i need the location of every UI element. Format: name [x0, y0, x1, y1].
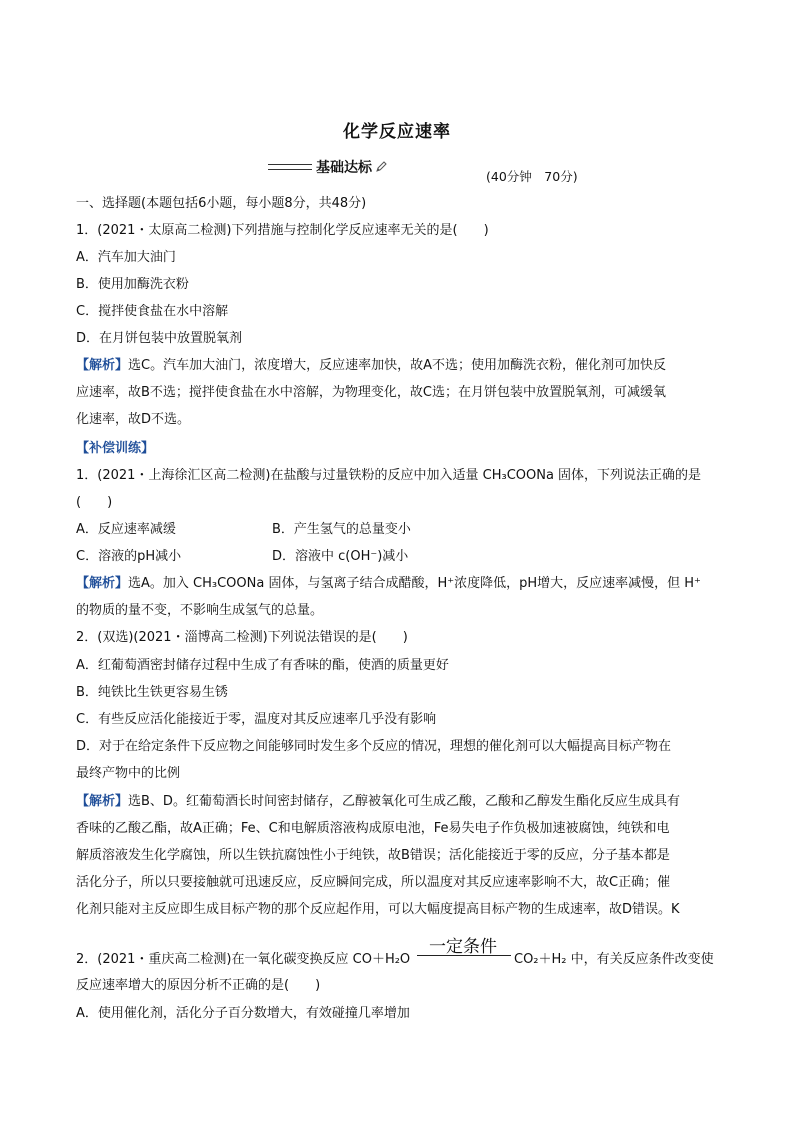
supplement-1-option-a: A．反应速率减缓 [76, 522, 176, 537]
analysis-text: 选A。加入 CH₃COONa 固体，与氢离子结合成醋酸，H⁺浓度降低，pH增大，反应速率减慢，但 H⁺ [128, 576, 701, 591]
pencil-icon [375, 161, 387, 173]
supplement-2-analysis-line-2: 香味的乙酸乙酯，故A正确；Fe、C和电解质溶液构成原电池，Fe易失电子作负极加速被腐蚀，纯铁和电 [76, 821, 670, 836]
supplement-1-option-d: D．溶液中 c(OH⁻)减小 [272, 549, 409, 564]
supplement-3-stem-post: CO₂＋H₂ 中，有关反应条件改变使 [514, 952, 714, 967]
question-1-option-a: A．汽车加大油门 [76, 250, 176, 265]
supplement-2-option-d-line-2: 最终产物中的比例 [76, 766, 181, 781]
section-header [268, 157, 387, 177]
supplement-2-option-c: C．有些反应活化能接近于零，温度对其反应速率几乎没有影响 [76, 712, 437, 727]
question-1-option-c: C．搅拌使食盐在水中溶解 [76, 304, 229, 319]
analysis-text: 选B、D。红葡萄酒长时间密封储存，乙醇被氧化可生成乙酸，乙酸和乙醇发生酯化反应生成具有 [128, 794, 680, 809]
supplement-1-stem-line-2: ( ) [76, 495, 113, 510]
part-heading: 一、选择题(本题包括6小题，每小题8分，共48分) [76, 196, 367, 211]
supplement-2-analysis-line-3: 解质溶液发生化学腐蚀，所以生铁抗腐蚀性小于纯铁，故B错误；活化能接近于零的反应，分子基本都是 [76, 848, 670, 863]
supplement-3-stem-pre: 2．(2021・重庆高二检测)在一氧化碳变换反应 CO＋H₂O [76, 952, 411, 967]
question-1-analysis-line-2: 应速率，故B不选；搅拌使食盐在水中溶解，为物理变化，故C选；在月饼包装中放置脱氧剂，可减缓氧 [76, 385, 666, 400]
reaction-condition-label: 一定条件 [429, 937, 497, 957]
section-label: 基础达标 [316, 160, 372, 176]
question-1-stem: 1．(2021・太原高二检测)下列措施与控制化学反应速率无关的是( ) [76, 223, 489, 238]
reaction-arrow-line [417, 955, 511, 956]
supplement-2-option-d-line-1: D．对于在给定条件下反应物之间能够同时发生多个反应的情况，理想的催化剂可以大幅提高目标产物在 [76, 739, 672, 754]
supplement-1-option-b: B．产生氢气的总量变小 [272, 522, 411, 537]
supplement-1-analysis-line-1 [76, 574, 701, 594]
supplement-2-analysis-line-5: 化剂只能对主反应即生成目标产物的那个反应起作用，可以大幅度提高目标产物的生成速率，故D错误。K [76, 902, 680, 917]
analysis-label: 【解析】 [76, 794, 129, 809]
supplement-2-analysis-line-1 [76, 792, 680, 812]
question-1-option-b: B．使用加酶洗衣粉 [76, 277, 189, 292]
double-rule-divider [268, 164, 312, 170]
analysis-text: 选C。汽车加大油门，浓度增大，反应速率加快，故A不选；使用加酶洗衣粉，催化剂可加快反 [128, 358, 666, 373]
supplement-1-stem-line-1: 1．(2021・上海徐汇区高二检测)在盐酸与过量铁粉的反应中加入适量 CH₃COONa 固体，下列说法正确的是 [76, 468, 702, 483]
question-1-option-d: D．在月饼包装中放置脱氧剂 [76, 331, 243, 346]
supplement-1-option-c: C．溶液的pH减小 [76, 549, 182, 564]
question-1-analysis-line-3: 化速率，故D不选。 [76, 412, 191, 427]
supplement-1-analysis-line-2: 的物质的量不变，不影响生成氢气的总量。 [76, 603, 324, 618]
analysis-label: 【解析】 [76, 576, 129, 591]
supplement-label: 【补偿训练】 [76, 441, 155, 456]
reaction-condition-arrow [413, 932, 513, 964]
analysis-label: 【解析】 [76, 358, 129, 373]
supplement-2-stem: 2．(双选)(2021・淄博高二检测)下列说法错误的是( ) [76, 630, 408, 645]
supplement-3-stem-line-2: 反应速率增大的原因分析不正确的是( ) [76, 978, 321, 993]
supplement-3-option-a: A．使用催化剂，活化分子百分数增大，有效碰撞几率增加 [76, 1006, 410, 1021]
page-title: 化学反应速率 [343, 122, 451, 142]
time-score-note: (40分钟 70分) [486, 169, 578, 184]
supplement-2-option-b: B．纯铁比生铁更容易生锈 [76, 685, 228, 700]
question-1-analysis-line-1 [76, 356, 666, 376]
supplement-2-analysis-line-4: 活化分子，所以只要接触就可迅速反应，反应瞬间完成，所以温度对其反应速率影响不大，故C正确；催 [76, 875, 671, 890]
supplement-2-option-a: A．红葡萄酒密封储存过程中生成了有香味的酯，使酒的质量更好 [76, 658, 449, 673]
